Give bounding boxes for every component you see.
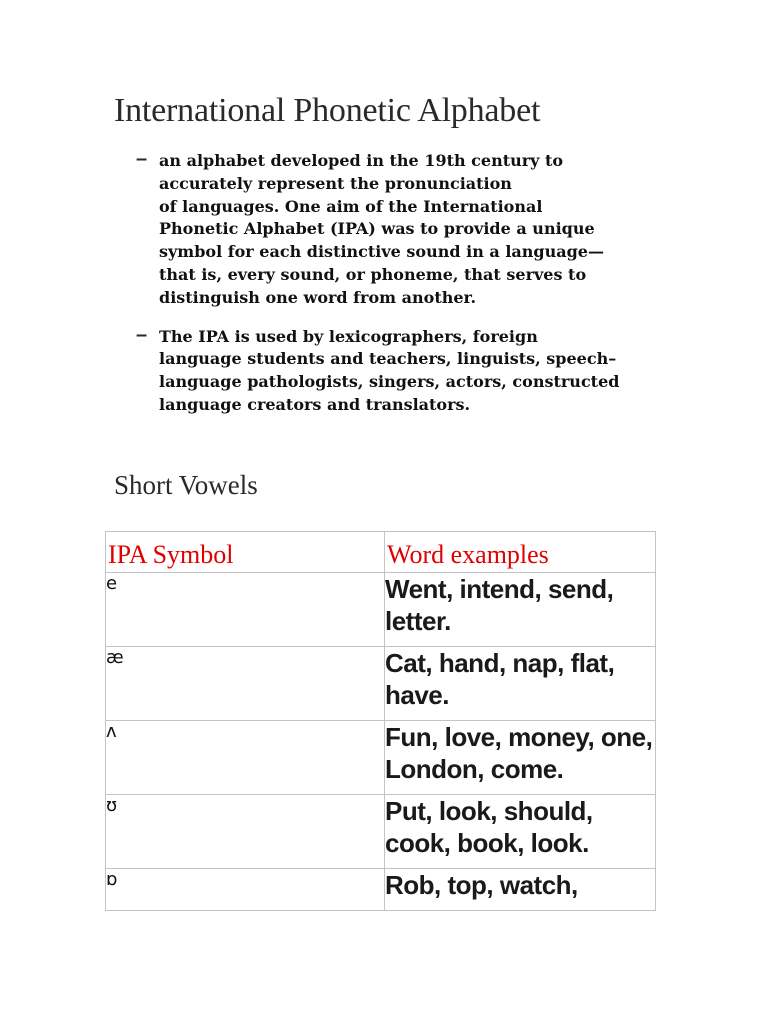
word-examples-cell: Went, intend, send, letter. [385, 573, 656, 647]
table-row [106, 647, 656, 721]
word-examples-cell: Fun, love, money, one, London, come. [385, 721, 656, 795]
bullet-list [136, 150, 666, 433]
table-row [106, 869, 656, 911]
table-row [106, 573, 656, 647]
bullet-item [136, 323, 666, 417]
bullet-item [136, 150, 666, 310]
section-heading: Short Vowels [114, 470, 258, 500]
table-row [106, 721, 656, 795]
word-examples-cell: Cat, hand, nap, flat, have. [385, 647, 656, 721]
ipa-symbol-cell: ʌ [106, 721, 385, 795]
word-examples-cell: Rob, top, watch, [385, 869, 656, 911]
dash-bullet-icon: – [136, 148, 148, 170]
table-header-row [106, 532, 656, 573]
column-header-ipa-symbol: IPA Symbol [106, 532, 385, 573]
short-vowels-table [105, 531, 656, 911]
column-header-word-examples: Word examples [385, 532, 656, 573]
ipa-symbol-cell: ɒ [106, 869, 385, 911]
word-examples-cell: Put, look, should, cook, book, look. [385, 795, 656, 869]
dash-bullet-icon: – [136, 323, 148, 346]
page-title: International Phonetic Alphabet [114, 92, 541, 129]
ipa-symbol-cell: ʊ [106, 795, 385, 869]
bullet-text: an alphabet developed in the 19th century to accurately represent the pronunciation of languages. One aim of the International Phonetic Alphabet (IPA) was to provide a unique symbol for each distinctive sound in a language— that is, every sound, or phoneme, that serves to distinguish one word from another. [159, 151, 604, 307]
ipa-symbol-cell: æ [106, 647, 385, 721]
table-row [106, 795, 656, 869]
bullet-text: The IPA is used by lexicographers, foreign language students and teachers, linguists, speech– language pathologists, singers, actors, constructed language creators and translators. [159, 326, 620, 414]
ipa-symbol-cell: e [106, 573, 385, 647]
